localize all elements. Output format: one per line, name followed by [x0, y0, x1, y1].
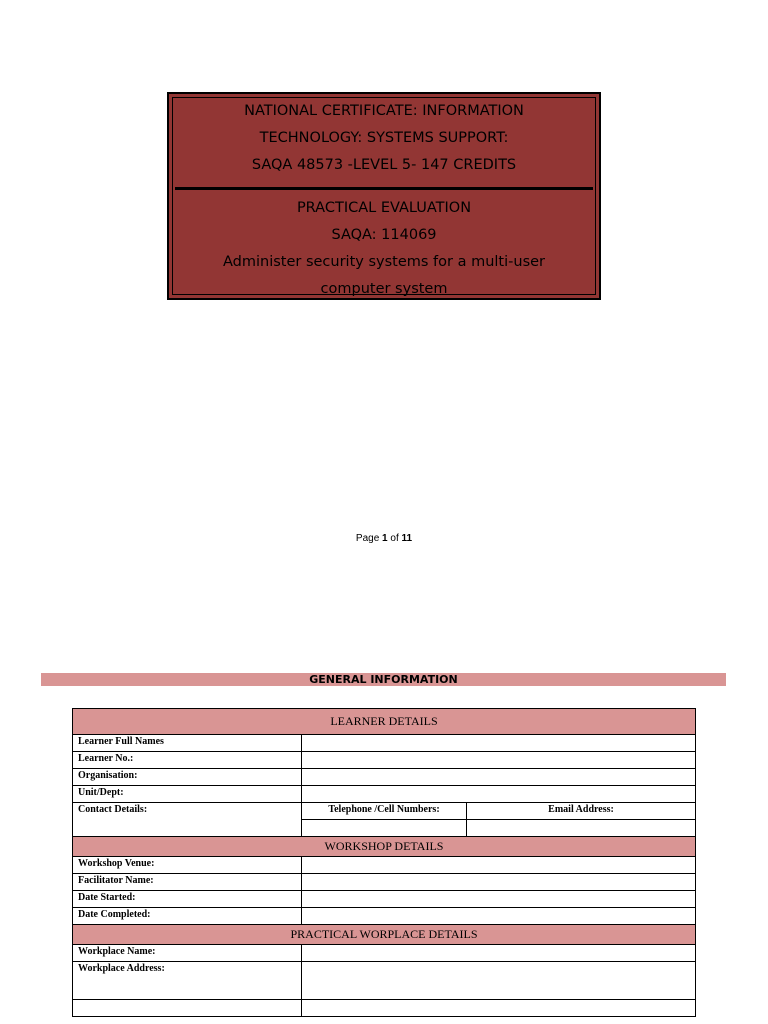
page-total: 11: [401, 533, 413, 544]
title-line-7: computer system: [320, 281, 448, 297]
date-completed-field[interactable]: [302, 908, 696, 925]
workplace-name-label: Workplace Name:: [73, 945, 302, 962]
table-row: [73, 735, 696, 752]
page-number: [0, 533, 768, 544]
facilitator-name-label: Facilitator Name:: [73, 874, 302, 891]
qualification-title: [173, 98, 595, 179]
unit-dept-field[interactable]: [302, 786, 696, 803]
workshop-details-heading: WORKSHOP DETAILS: [73, 837, 696, 857]
learner-number-field[interactable]: [302, 752, 696, 769]
facilitator-name-field[interactable]: [302, 874, 696, 891]
title-line-2: TECHNOLOGY: SYSTEMS SUPPORT:: [259, 130, 509, 146]
learner-form-table: [72, 708, 696, 1017]
document-title-box: [167, 92, 601, 300]
title-line-5: SAQA: 114069: [331, 227, 437, 243]
workplace-address-label: Workplace Address:: [73, 962, 302, 1000]
table-row: [73, 874, 696, 891]
workshop-venue-field[interactable]: [302, 857, 696, 874]
title-line-4: PRACTICAL EVALUATION: [296, 200, 472, 216]
of-word: of: [390, 533, 399, 544]
workshop-details-header-row: [73, 837, 696, 857]
organisation-label: Organisation:: [73, 769, 302, 786]
email-label: Email Address:: [467, 803, 696, 820]
table-row: [73, 769, 696, 786]
workplace-details-header-row: [73, 925, 696, 945]
next-row-field[interactable]: [302, 1000, 696, 1017]
title-inner-border: [172, 97, 596, 295]
telephone-field[interactable]: [302, 820, 467, 837]
page-word: Page: [355, 533, 380, 544]
title-line-3: SAQA 48573 -LEVEL 5- 147 CREDITS: [251, 157, 517, 173]
page-current: 1: [382, 533, 388, 544]
workshop-venue-label: Workshop Venue:: [73, 857, 302, 874]
learner-full-names-field[interactable]: [302, 735, 696, 752]
general-information-heading: GENERAL INFORMATION: [41, 673, 726, 686]
workplace-address-field[interactable]: [302, 962, 696, 1000]
table-row: [73, 752, 696, 769]
workplace-name-field[interactable]: [302, 945, 696, 962]
table-row: [73, 857, 696, 874]
learner-full-names-label: Learner Full Names: [73, 735, 302, 752]
date-started-field[interactable]: [302, 891, 696, 908]
date-completed-label: Date Completed:: [73, 908, 302, 925]
table-row: [73, 786, 696, 803]
date-started-label: Date Started:: [73, 891, 302, 908]
table-row: [73, 962, 696, 1000]
table-row: [73, 945, 696, 962]
learner-details-heading: LEARNER DETAILS: [73, 709, 696, 735]
table-row: [73, 891, 696, 908]
title-line-6: Administer security systems for a multi-user: [222, 254, 546, 270]
telephone-label: Telephone /Cell Numbers:: [302, 803, 467, 820]
learner-number-label: Learner No.:: [73, 752, 302, 769]
contact-details-label: Contact Details:: [73, 803, 302, 837]
email-field[interactable]: [467, 820, 696, 837]
learner-details-header-row: [73, 709, 696, 735]
organisation-field[interactable]: [302, 769, 696, 786]
table-row: [73, 908, 696, 925]
table-row: [73, 1000, 696, 1017]
table-row: [73, 803, 696, 820]
next-row-label: [73, 1000, 302, 1017]
unit-dept-label: Unit/Dept:: [73, 786, 302, 803]
title-line-1: NATIONAL CERTIFICATE: INFORMATION: [244, 103, 524, 119]
workplace-details-heading: PRACTICAL WORPLACE DETAILS: [73, 925, 696, 945]
title-divider: [175, 187, 593, 190]
evaluation-title: [173, 195, 595, 303]
